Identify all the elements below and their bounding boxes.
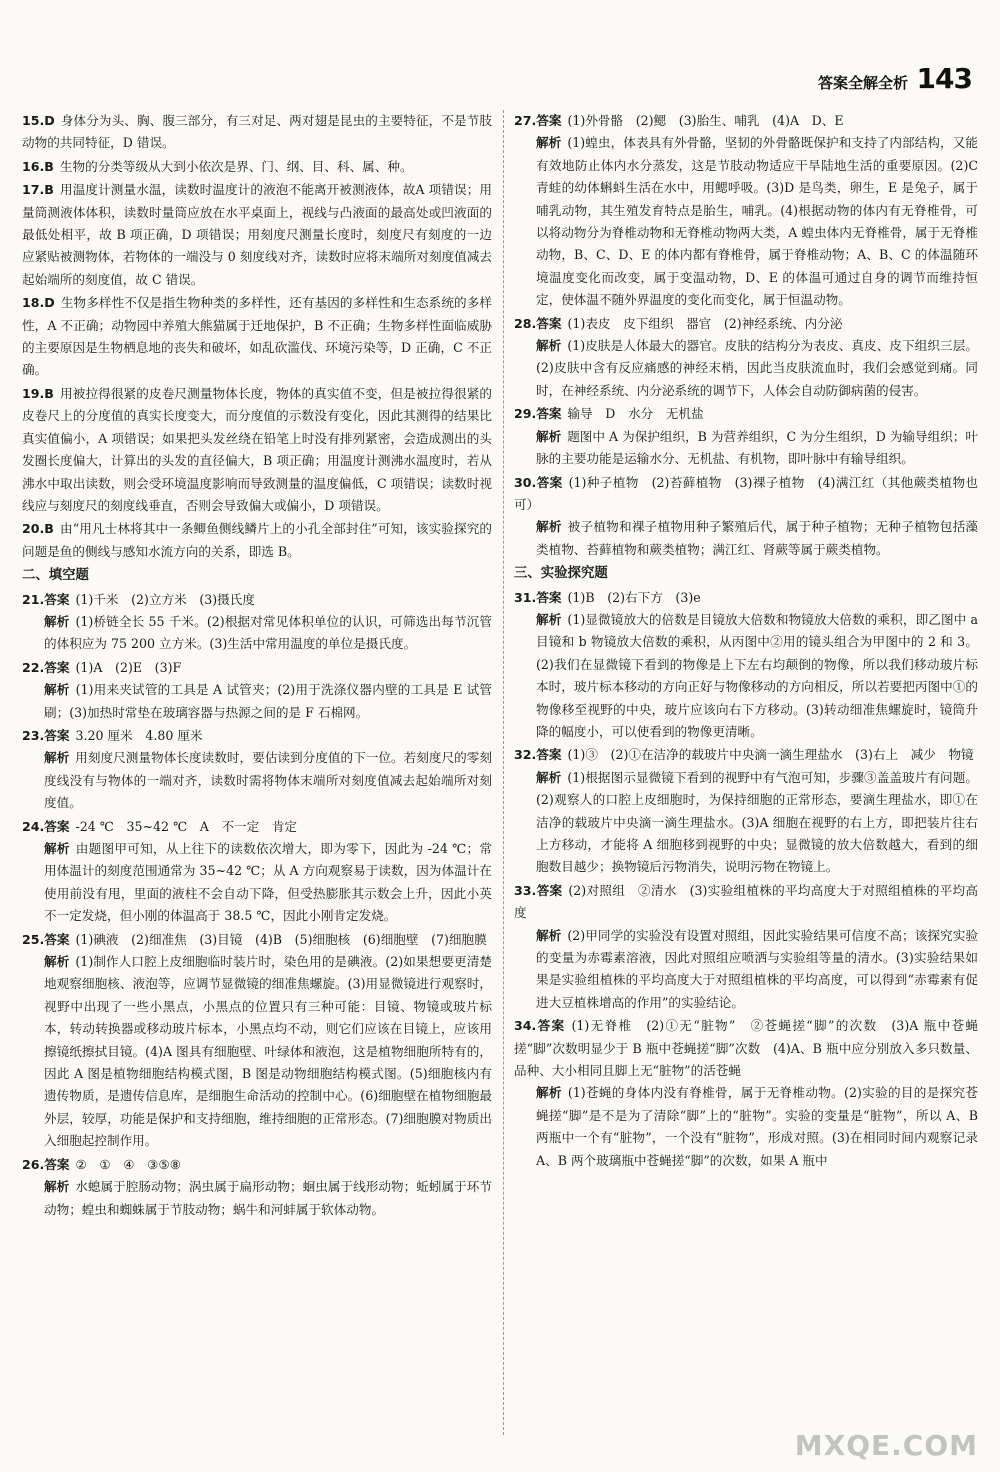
explanation-text: 题图中 A 为保护组织，B 为营养组织，C 为分生组织，D 为输导组织；叶脉的主要功能是运输水分、无机盐、有机物，即叶脉中有输导组织。 xyxy=(536,428,979,467)
answer-value: (1)无脊椎 (2)①无“脏物” ②苍蝇搓“脚”的次数 (3)A 瓶中苍蝇搓“脚”次数明显少于 B 瓶中苍蝇搓“脚”次数 (4)A、B 瓶中应分别放入多只数量、品种、大小相同且脚上无“脏物”的活苍蝇 xyxy=(514,1018,979,1079)
section-heading: 二、填空题 xyxy=(22,568,89,584)
answer-item xyxy=(22,383,492,517)
explanation-text: (1)显微镜放大的倍数是目镜放大倍数和物镜放大倍数的乘积，即乙图中 a 目镜和 b 物镜放大倍数的乘积，从丙图中②用的镜头组合为甲图中的 2 和 3。(2)我们在显微镜下看到的物像是上下左右均颠倒的物像，所以我们移动玻片标本时，玻片标本移动的方向正好与物像移动的方向相反，所以若要把丙图中①的物像移至视野的中央，玻片应该向右下方移动。(3)转动细准焦螺旋时，镜筒升降的幅度小，可以使看到的物像更清晰。 xyxy=(536,611,978,739)
answer-line xyxy=(22,589,492,611)
answer-item xyxy=(22,156,492,178)
explanation xyxy=(22,951,492,1153)
answer-line xyxy=(514,472,978,517)
answer-item xyxy=(22,292,492,382)
answer-value: (1)表皮 皮下组织 器官 (2)神经系统、内分泌 xyxy=(567,315,843,331)
answer-line xyxy=(514,744,978,766)
explanation-label: 解析 xyxy=(44,1179,70,1195)
answer-text: 生物的分类等级从大到小依次是界、门、纲、目、科、属、种。 xyxy=(59,158,413,174)
explanation xyxy=(22,1176,492,1221)
explanation-text: (1)桥链全长 55 千米。(2)根据对常见体积单位的认识，可筛选出每节沉管的体积应为 75 200 立方米。(3)生活中常用温度的单位是摄氏度。 xyxy=(44,613,493,652)
question-number: 28.答案 xyxy=(514,315,562,331)
explanation-label: 解析 xyxy=(536,428,562,444)
explanation-text: (1)制作人口腔上皮细胞临时装片时，染色用的是碘液。(2)如果想要更清楚地观察细胞核、液泡等，应调节显微镜的细准焦螺旋。(3)用显微镜进行观察时，视野中出现了一些小黑点，小黑点的位置只有三种可能：目镜、物镜或玻片标本，转动转换器或移动玻片标本，小黑点均不动，则它们应该在目镜上，应该用擦镜纸擦拭目镜。(4)A 图具有细胞壁、叶绿体和液泡，这是植物细胞所特有的，因此 A 图是植物细胞结构模式图，B 图是动物细胞结构模式图。(5)细胞核内有遗传物质，是遗传信息库，是细胞生命活动的控制中心。(6)细胞壁在植物细胞最外层，较厚，功能是保护和支持细胞，维持细胞的正常形态。(7)细胞膜对物质出入细胞起控制作用。 xyxy=(44,954,492,1149)
question-number: 32.答案 xyxy=(514,747,562,763)
explanation-label: 解析 xyxy=(536,1085,562,1101)
answer-text: 身体分为头、胸、腹三部分，有三对足、两对翅是昆虫的主要特征，不是节肢动物的共同特征，D 错误。 xyxy=(22,113,492,151)
answer-item xyxy=(514,313,978,403)
explanation-text: (1)苍蝇的身体内没有脊椎骨，属于无脊椎动物。(2)实验的目的是探究苍蝇搓“脚”是不是为了清除“脚”上的“脏物”。实验的变量是“脏物”，所以 A、B 两瓶中一个有“脏物”，一个没有“脏物”，形成对照。(3)在相同时间内观察记录 A、B 两个玻璃瓶中苍蝇搓“脚”的次数，如果 A 瓶中 xyxy=(536,1085,978,1168)
answer-line xyxy=(514,313,978,335)
left-column xyxy=(22,110,492,1222)
question-number: 16.B xyxy=(22,158,54,174)
question-number: 25.答案 xyxy=(22,931,70,947)
page-number: 143 xyxy=(916,62,972,95)
explanation-text: 被子植物和裸子植物用种子繁殖后代，属于种子植物；无种子植物包括藻类植物、苔藓植物和蕨类植物；满江红、肾蕨等属于蕨类植物。 xyxy=(536,519,979,557)
explanation xyxy=(22,838,492,928)
answer-text: 生物多样性不仅是指生物种类的多样性，还有基因的多样性和生态系统的多样性，A 不正确；动物园中养殖大熊猫属于迁地保护，B 不正确；生物多样性面临威胁的主要原因是生物栖息地的丧失和破坏，如乱砍滥伐、环境污染等，D 正确，C 不正确。 xyxy=(22,295,492,378)
answer-value: (1)碘液 (2)细准焦 (3)目镜 (4)B (5)细胞核 (6)细胞壁 (7)细胞膜 xyxy=(75,931,487,947)
answer-line xyxy=(514,110,978,132)
question-number: 30.答案 xyxy=(514,474,563,490)
answer-line xyxy=(22,657,492,679)
explanation xyxy=(22,747,492,814)
answer-line xyxy=(514,403,978,425)
question-number: 19.B xyxy=(22,385,54,401)
answer-value: (1)千米 (2)立方米 (3)摄氏度 xyxy=(75,591,255,607)
explanation xyxy=(514,767,978,879)
explanation-label: 解析 xyxy=(536,927,562,943)
answer-item xyxy=(22,589,492,656)
answer-item xyxy=(22,1154,492,1221)
answer-value: (1)A (2)E (3)F xyxy=(75,659,182,675)
answer-value: (1)种子植物 (2)苔藓植物 (3)裸子植物 (4)满江红（其他蕨类植物也可） xyxy=(514,474,979,512)
question-number: 17.B xyxy=(22,182,54,198)
watermark: MXQE.COM xyxy=(794,1429,978,1462)
explanation-label: 解析 xyxy=(44,682,70,698)
explanation xyxy=(514,1082,978,1172)
explanation xyxy=(514,925,978,1015)
answer-text: 用被拉得很紧的皮卷尺测量物体长度，物体的真实值不变，但是被拉得很紧的皮卷尺上的分度值的真实长度变大，而分度值的示数没有变化，因此其测得的结果比真实值偏小，A 项错误；如果把头发丝绕在铅笔上时没有排列紧密，会造成测出的头发圈长度偏大，计算出的头发的直径偏大，B 项正确；用温度计测沸水温度时，若从沸水中取出读数，则会受环境温度影响而导致测量的温度偏低，C 项错误；读数时视线应与刻度尺的刻度线垂直，否则会导致偏大或偏小，D 项错误。 xyxy=(22,385,492,513)
answer-item xyxy=(514,587,978,744)
answer-value: (1)外骨骼 (2)鳃 (3)胎生、哺乳 (4)A D、E xyxy=(567,113,844,128)
explanation xyxy=(22,611,492,656)
answer-item xyxy=(514,403,978,470)
question-number: 18.D xyxy=(22,295,55,311)
explanation-text: (1)根据图示显微镜下看到的视野中有气泡可知，步骤③盖盖玻片有问题。(2)观察人的口腔上皮细胞时，为保持细胞的正常形态，要滴生理盐水，即①在洁净的载玻片中央滴一滴生理盐水。(3)A 细胞在视野的右上方，即把装片往右上方移动，才能将 A 细胞移到视野的中央；显微镜的放大倍数越大，看到的细胞数目越少；换物镜后污物消失，说明污物在物镜上。 xyxy=(536,769,978,875)
answer-item xyxy=(514,1015,978,1172)
answer-value: 3.20 厘米 4.80 厘米 xyxy=(75,727,203,743)
question-number: 23.答案 xyxy=(22,727,70,743)
question-number: 31.答案 xyxy=(514,589,562,605)
explanation-text: 用刻度尺测量物体长度读数时，要估读到分度值的下一位。若刻度尺的零刻度线没有与物体的一端对齐，读数时需将物体末端所对刻度值减去起始端所对刻度值。 xyxy=(44,750,493,811)
explanation xyxy=(514,609,978,743)
explanation-label: 解析 xyxy=(44,613,70,629)
answer-item xyxy=(22,657,492,724)
answer-value: (1)③ (2)①在洁净的载玻片中央滴一滴生理盐水 (3)右上 减少 物镜 xyxy=(567,747,974,763)
answer-item xyxy=(22,816,492,928)
explanation xyxy=(514,516,978,561)
explanation-text: (1)皮肤是人体最大的器官。皮肤的结构分为表皮、真皮、皮下组织三层。(2)皮肤中含有反应痛感的神经末梢，因此当皮肤流血时，我们会感觉到痛。同时，在神经系统、内分泌系统的调节下，人体会自动防御病菌的侵害。 xyxy=(536,338,978,398)
answer-line xyxy=(514,880,978,925)
header-title: 答案全解全析 xyxy=(817,74,908,92)
explanation-label: 解析 xyxy=(44,841,70,856)
explanation-label: 解析 xyxy=(44,954,70,970)
answer-item xyxy=(22,110,492,155)
question-number: 27.答案 xyxy=(514,113,562,128)
explanation-label: 解析 xyxy=(536,135,562,151)
explanation-label: 解析 xyxy=(536,611,562,627)
answer-value: -24 ℃ 35~42 ℃ A 不一定 肯定 xyxy=(75,818,298,834)
explanation-text: (2)甲同学的实验没有设置对照组，因此实验结果可信度不高；该探究实验的变量为赤霉素溶液，因此对照组应喷洒与实验组等量的清水。(3)实验结果如果是实验组植株的平均高度大于对照组植株的平均高度，可以得到“赤霉素有促进大豆植株增高的作用”的实验结论。 xyxy=(536,927,978,1010)
answer-item xyxy=(514,880,978,1014)
question-number: 20.B xyxy=(22,521,54,537)
answer-value: 输导 D 水分 无机盐 xyxy=(567,406,704,422)
explanation-label: 解析 xyxy=(536,338,562,354)
explanation-text: 水螅属于腔肠动物；涡虫属于扁形动物；蛔虫属于线形动物；蚯蚓属于环节动物；蝗虫和蜘蛛属于节肢动物；蜗牛和河蚌属于软体动物。 xyxy=(44,1179,493,1217)
explanation xyxy=(22,679,492,724)
answer-line xyxy=(22,816,492,838)
question-number: 22.答案 xyxy=(22,659,70,675)
column-divider xyxy=(503,110,505,1435)
answer-line xyxy=(22,929,492,951)
answer-value: (1)B (2)右下方 (3)e xyxy=(567,589,701,605)
explanation-text: (1)用来夹试管的工具是 A 试管夹；(2)用于洗涤仪器内壁的工具是 E 试管刷；(3)加热时常垫在玻璃容器与热源之间的是 F 石棉网。 xyxy=(44,682,493,720)
explanation-label: 解析 xyxy=(536,769,562,785)
answer-item xyxy=(514,110,978,312)
answer-value: ② ① ④ ③⑤⑧ xyxy=(75,1156,182,1172)
explanation-text: 由题图甲可知，从上往下的读数依次增大，即为零下，因此为 -24 ℃；常用体温计的刻度范围通常为 35~42 ℃；从 A 方向观察易于读数，因为体温计在使用前没有甩，里面的液柱不会自动下降，但受热膨胀其示数会上升，因此小英不一定发烧，但小刚的体温高于 38.5 ℃，因此小刚肯定发烧。 xyxy=(44,841,493,924)
question-number: 26.答案 xyxy=(22,1156,70,1172)
right-column xyxy=(514,110,978,1173)
answer-line xyxy=(514,1015,978,1082)
section-heading: 三、实验探究题 xyxy=(514,566,608,582)
question-number: 34.答案 xyxy=(514,1018,566,1034)
answer-text: 由“用凡士林将其中一条鲫鱼侧线鳞片上的小孔全部封住”可知，该实验探究的问题是鱼的侧线与感知水流方向的关系，即选 B。 xyxy=(22,521,492,559)
question-number: 33.答案 xyxy=(514,882,563,898)
explanation-label: 解析 xyxy=(536,519,562,535)
answer-item xyxy=(22,518,492,563)
answer-item xyxy=(22,725,492,815)
explanation xyxy=(514,335,978,402)
question-number: 24.答案 xyxy=(22,818,70,834)
answer-item xyxy=(22,929,492,1153)
page-header xyxy=(0,0,1000,100)
answer-value: (2)对照组 ②清水 (3)实验组植株的平均高度大于对照组植株的平均高度 xyxy=(514,882,978,921)
explanation xyxy=(514,132,978,311)
question-number: 29.答案 xyxy=(514,406,562,422)
answer-text: 用温度计测量水温，读数时温度计的液泡不能离开被测液体，故A 项错误；用量筒测液体体积，读数时量筒应放在水平桌面上，视线与凸液面的最高处或凹液面的最低处相平，故 B 项正确，D 项错误；用刻度尺测量长度时，刻度尺有刻度的一边应紧贴被测物体，若物体的一端没与 0 刻度线对齐，读数时应将末端所对刻度值减去起始端所的刻度值，故 C 错误。 xyxy=(22,182,492,287)
explanation-text: (1)蝗虫，体表具有外骨骼，坚韧的外骨骼既保护和支持了内部结构，又能有效地防止体内水分蒸发，这是节肢动物适应干旱陆地生活的重要原因。(2)C 青蛙的幼体蝌蚪生活在水中，用鳃呼吸。(3)D 是鸟类，卵生，E 是兔子，属于哺乳动物，其生殖发育特点是胎生，哺乳。(4)根据动物的体内有无脊椎骨，可以将动物分为脊椎动物和无脊椎动物两大类，A 蝗虫体内无脊椎骨，属于无脊椎动物，B、C、D、E 的体内都有脊椎骨，属于脊椎动物；A、B、C 的体温随环境温度变化而改变，属于变温动物，D、E 的体温可通过自身的调节而维持恒定，使体温不随外界温度的变化而变化，属于恒温动物。 xyxy=(536,135,978,308)
answer-item xyxy=(514,472,978,562)
explanation xyxy=(514,426,978,471)
answer-item xyxy=(22,179,492,291)
answer-item xyxy=(514,744,978,878)
explanation-label: 解析 xyxy=(44,750,70,766)
question-number: 15.D xyxy=(22,113,55,128)
answer-line xyxy=(514,587,978,609)
answer-line xyxy=(22,725,492,747)
answer-line xyxy=(22,1154,492,1176)
question-number: 21.答案 xyxy=(22,591,70,607)
